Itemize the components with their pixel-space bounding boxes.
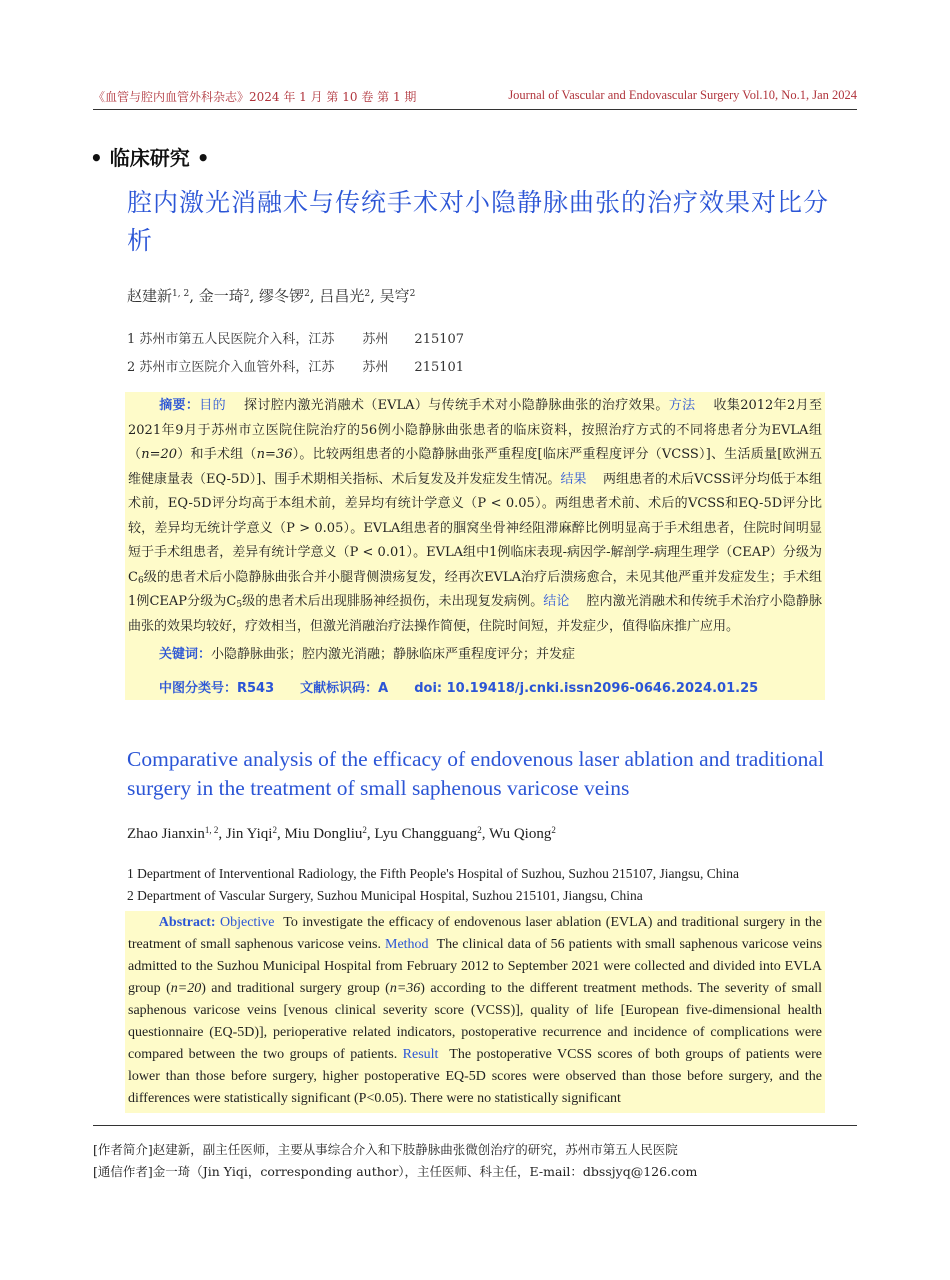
affiliation-text: 1 苏州市第五人民医院介入科，江苏 — [127, 332, 335, 347]
ceap-sub: 6 — [137, 575, 144, 586]
author-en: Wu Qiong — [489, 826, 552, 842]
method-en-n2: n=36 — [389, 981, 421, 996]
author-en-affil: 2 — [477, 825, 482, 835]
author-en: Lyu Changguang — [374, 826, 478, 842]
author-cn-affil: 2 — [409, 289, 416, 299]
method-label-en: Method — [385, 937, 429, 952]
authors-en: Zhao Jianxin$^{1, 2}$, Jin Yiqi$^2$, Miu Dongliu$^2$, Lyu Changguang$^2$, Wu Qiong$^2$ — [127, 825, 556, 842]
affiliation-city: 苏州 — [362, 332, 389, 347]
author-cn-affil: 2 — [304, 289, 310, 299]
author-en-affil: 2 — [551, 825, 556, 835]
author-note — [93, 1140, 678, 1158]
header-rule — [93, 109, 857, 110]
method-en-n1: n=20 — [170, 981, 202, 996]
keywords-label: 关键词： — [159, 647, 212, 662]
authors-cn: 赵建新$^{1, 2}$, 金一琦$^2$, 缪冬锣$^2$, 吕昌光$^2$, 吴穹$^2$ — [127, 287, 416, 305]
classification-line — [159, 677, 784, 696]
abstract-en-box — [125, 911, 825, 1113]
affiliation-cn-1 — [127, 328, 464, 347]
result-en: The postoperative VCSS scores of both groups of patients were lower than those before surgery, higher postoperative EQ-5D scores were observed than those before surgery, and the differences were statistically significant (P<0.05). There were no statistically significant — [128, 1047, 823, 1106]
method-en: ) according to the different treatment methods. The severity of small saphenous varicose veins [venous clinical severity score (VCSS)], quality of life [European five-dimensional health questionnaire (EQ-5D)], perioperative related indicators, postoperative recurrence and incidence of complications were compared between the two groups of patients. — [128, 981, 822, 1062]
footnote-rule — [93, 1125, 857, 1126]
affiliation-city: 苏州 — [362, 360, 389, 375]
method-en: ) and traditional surgery group ( — [201, 981, 390, 996]
method-cn: ）。比较两组患者的小隐静脉曲张严重程度[临床严重程度评分（VCSS）]、生活质量[欧洲五维健康量表（EQ-5D）]、围手术期相关指标、术后复发及并发症发生情况。 — [128, 447, 822, 487]
abstract-en-label: Abstract: — [158, 915, 216, 930]
method-cn: 收集2012年2月至2021年9月于苏州市立医院住院治疗的56例小隐静脉曲张患者的临床资料，按照治疗方式的不同将患者分为EVLA组（ — [128, 398, 822, 462]
objective-label-cn: 目的 — [199, 398, 227, 413]
author-en-affil: 2 — [272, 825, 277, 835]
affiliation-postcode: 215101 — [414, 360, 465, 375]
doi: doi: 10.19418/j.cnki.issn2096-0646.2024.01.25 — [414, 681, 759, 696]
method-cn-n1: n=20 — [141, 447, 178, 462]
document-code: 文献标识码：A — [300, 681, 389, 696]
author-en-affil: 1, 2 — [204, 825, 219, 835]
journal-header-en: Journal of Vascular and Endovascular Surgery Vol.10, No.1, Jan 2024 — [508, 88, 857, 102]
affiliation-en-1: 1 Department of Interventional Radiology, the Fifth People's Hospital of Suzhou, Suzhou 215107, Jiangsu, China — [127, 866, 739, 881]
affiliation-text: 2 苏州市立医院介入血管外科，江苏 — [127, 360, 335, 375]
title-en: Comparative analysis of the efficacy of endovenous laser ablation and traditional surgery in the treatment of small saphenous varicose veins — [127, 747, 824, 800]
result-cn: 级的患者术后小隐静脉曲张合并小腿背侧溃疡复发，经再次EVLA治疗后溃疡愈合，未见其他严重并发症发生；手术组1例CEAP分级为C — [128, 569, 822, 609]
affiliation-postcode: 215107 — [414, 332, 465, 347]
author-en-affil: 2 — [362, 825, 367, 835]
result-label-en: Result — [402, 1047, 439, 1062]
author-en: Jin Yiqi — [225, 826, 273, 842]
author-note-text: 赵建新，副主任医师，主要从事综合介入和下肢静脉曲张微创治疗的研究，苏州市第五人民医院 — [152, 1142, 678, 1157]
author-en: Zhao Jianxin — [127, 826, 205, 842]
method-cn: ）和手术组（ — [177, 447, 257, 462]
author-cn-affil: 2 — [243, 289, 250, 299]
corresponding-note-text: 金一琦（Jin Yiqi，corresponding author），主任医师、科主任，E-mail：dbssjyq@126.com — [152, 1164, 698, 1179]
author-cn-affil: 1, 2 — [172, 289, 190, 299]
method-en: The clinical data of 56 patients with small saphenous varicose veins admitted to the Suzhou Municipal Hospital from February 2012 to September 2021 were collected and divided into EVLA group ( — [128, 937, 823, 996]
corresponding-note-label: [通信作者] — [93, 1164, 153, 1179]
abstract-cn-label: 摘要： — [159, 398, 200, 413]
objective-cn: 探讨腔内激光消融术（EVLA）与传统手术对小隐静脉曲张的治疗效果。 — [244, 398, 669, 413]
author-cn-affil: 2 — [364, 289, 371, 299]
objective-en: To investigate the efficacy of endovenous laser ablation (EVLA) and traditional surgery in the treatment of small saphenous varicose veins. — [128, 915, 823, 952]
method-label-cn: 方法 — [668, 398, 696, 413]
conclusion-label-cn: 结论 — [543, 594, 570, 609]
conclusion-cn: 腔内激光消融术和传统手术治疗小隐静脉曲张的效果均较好，疗效相当，但激光消融治疗法操作简便，住院时间短，并发症少，值得临床推广应用。 — [128, 594, 822, 634]
title-cn: 腔内激光消融术与传统手术对小隐静脉曲张的治疗效果对比分析 — [127, 188, 830, 255]
result-label-cn: 结果 — [560, 471, 587, 487]
author-cn: 缪冬锣 — [259, 287, 305, 305]
author-cn: 金一琦 — [198, 287, 244, 305]
author-cn: 吕昌光 — [319, 287, 365, 305]
author-cn: 赵建新 — [127, 287, 173, 305]
keywords-text: 小隐静脉曲张；腔内激光消融；静脉临床严重程度评分；并发症 — [211, 647, 576, 662]
affiliation-cn-2 — [127, 356, 464, 375]
abstract-cn-box — [125, 392, 825, 700]
author-note-label: [作者简介] — [93, 1142, 153, 1157]
objective-label-en: Objective — [219, 915, 275, 930]
journal-header-cn: 《血管与腔内血管外科杂志》2024 年 1 月 第 10 卷 第 1 期 — [93, 90, 417, 104]
ceap-sub: 5 — [236, 600, 243, 610]
result-cn: 两组患者的术后VCSS评分均低于本组术前，EQ-5D评分均高于本组术前，差异均有统计学意义（P < 0.05）。两组患者术前、术后的VCSS和EQ-5D评分比较，差异均无统计学意义（P > 0.05）。EVLA组患者的腘窝坐骨神经阻滞麻醉比例明显高于手术组患者，住院时间明显短于手术组患者，差异有统计学意义（P < 0.01）。EVLA组中1例临床表现-病因学-解剖学-病理生理学（CEAP）分级为C — [128, 471, 822, 585]
result-cn: 级的患者术后出现腓肠神经损伤，未出现复发病例。 — [242, 594, 544, 609]
method-cn-n2: n=36 — [256, 447, 293, 462]
abstract-cn-text — [128, 394, 822, 639]
corresponding-note — [93, 1162, 697, 1180]
affiliation-en-2: 2 Department of Vascular Surgery, Suzhou Municipal Hospital, Suzhou 215101, Jiangsu, China — [127, 888, 643, 903]
clc-number: 中图分类号：R543 — [159, 681, 275, 696]
author-en: Miu Dongliu — [284, 826, 363, 842]
section-label: • 临床研究 • — [90, 146, 210, 170]
author-cn: 吴穹 — [379, 287, 410, 305]
keywords-cn — [159, 643, 575, 662]
abstract-en-text — [128, 912, 822, 1110]
